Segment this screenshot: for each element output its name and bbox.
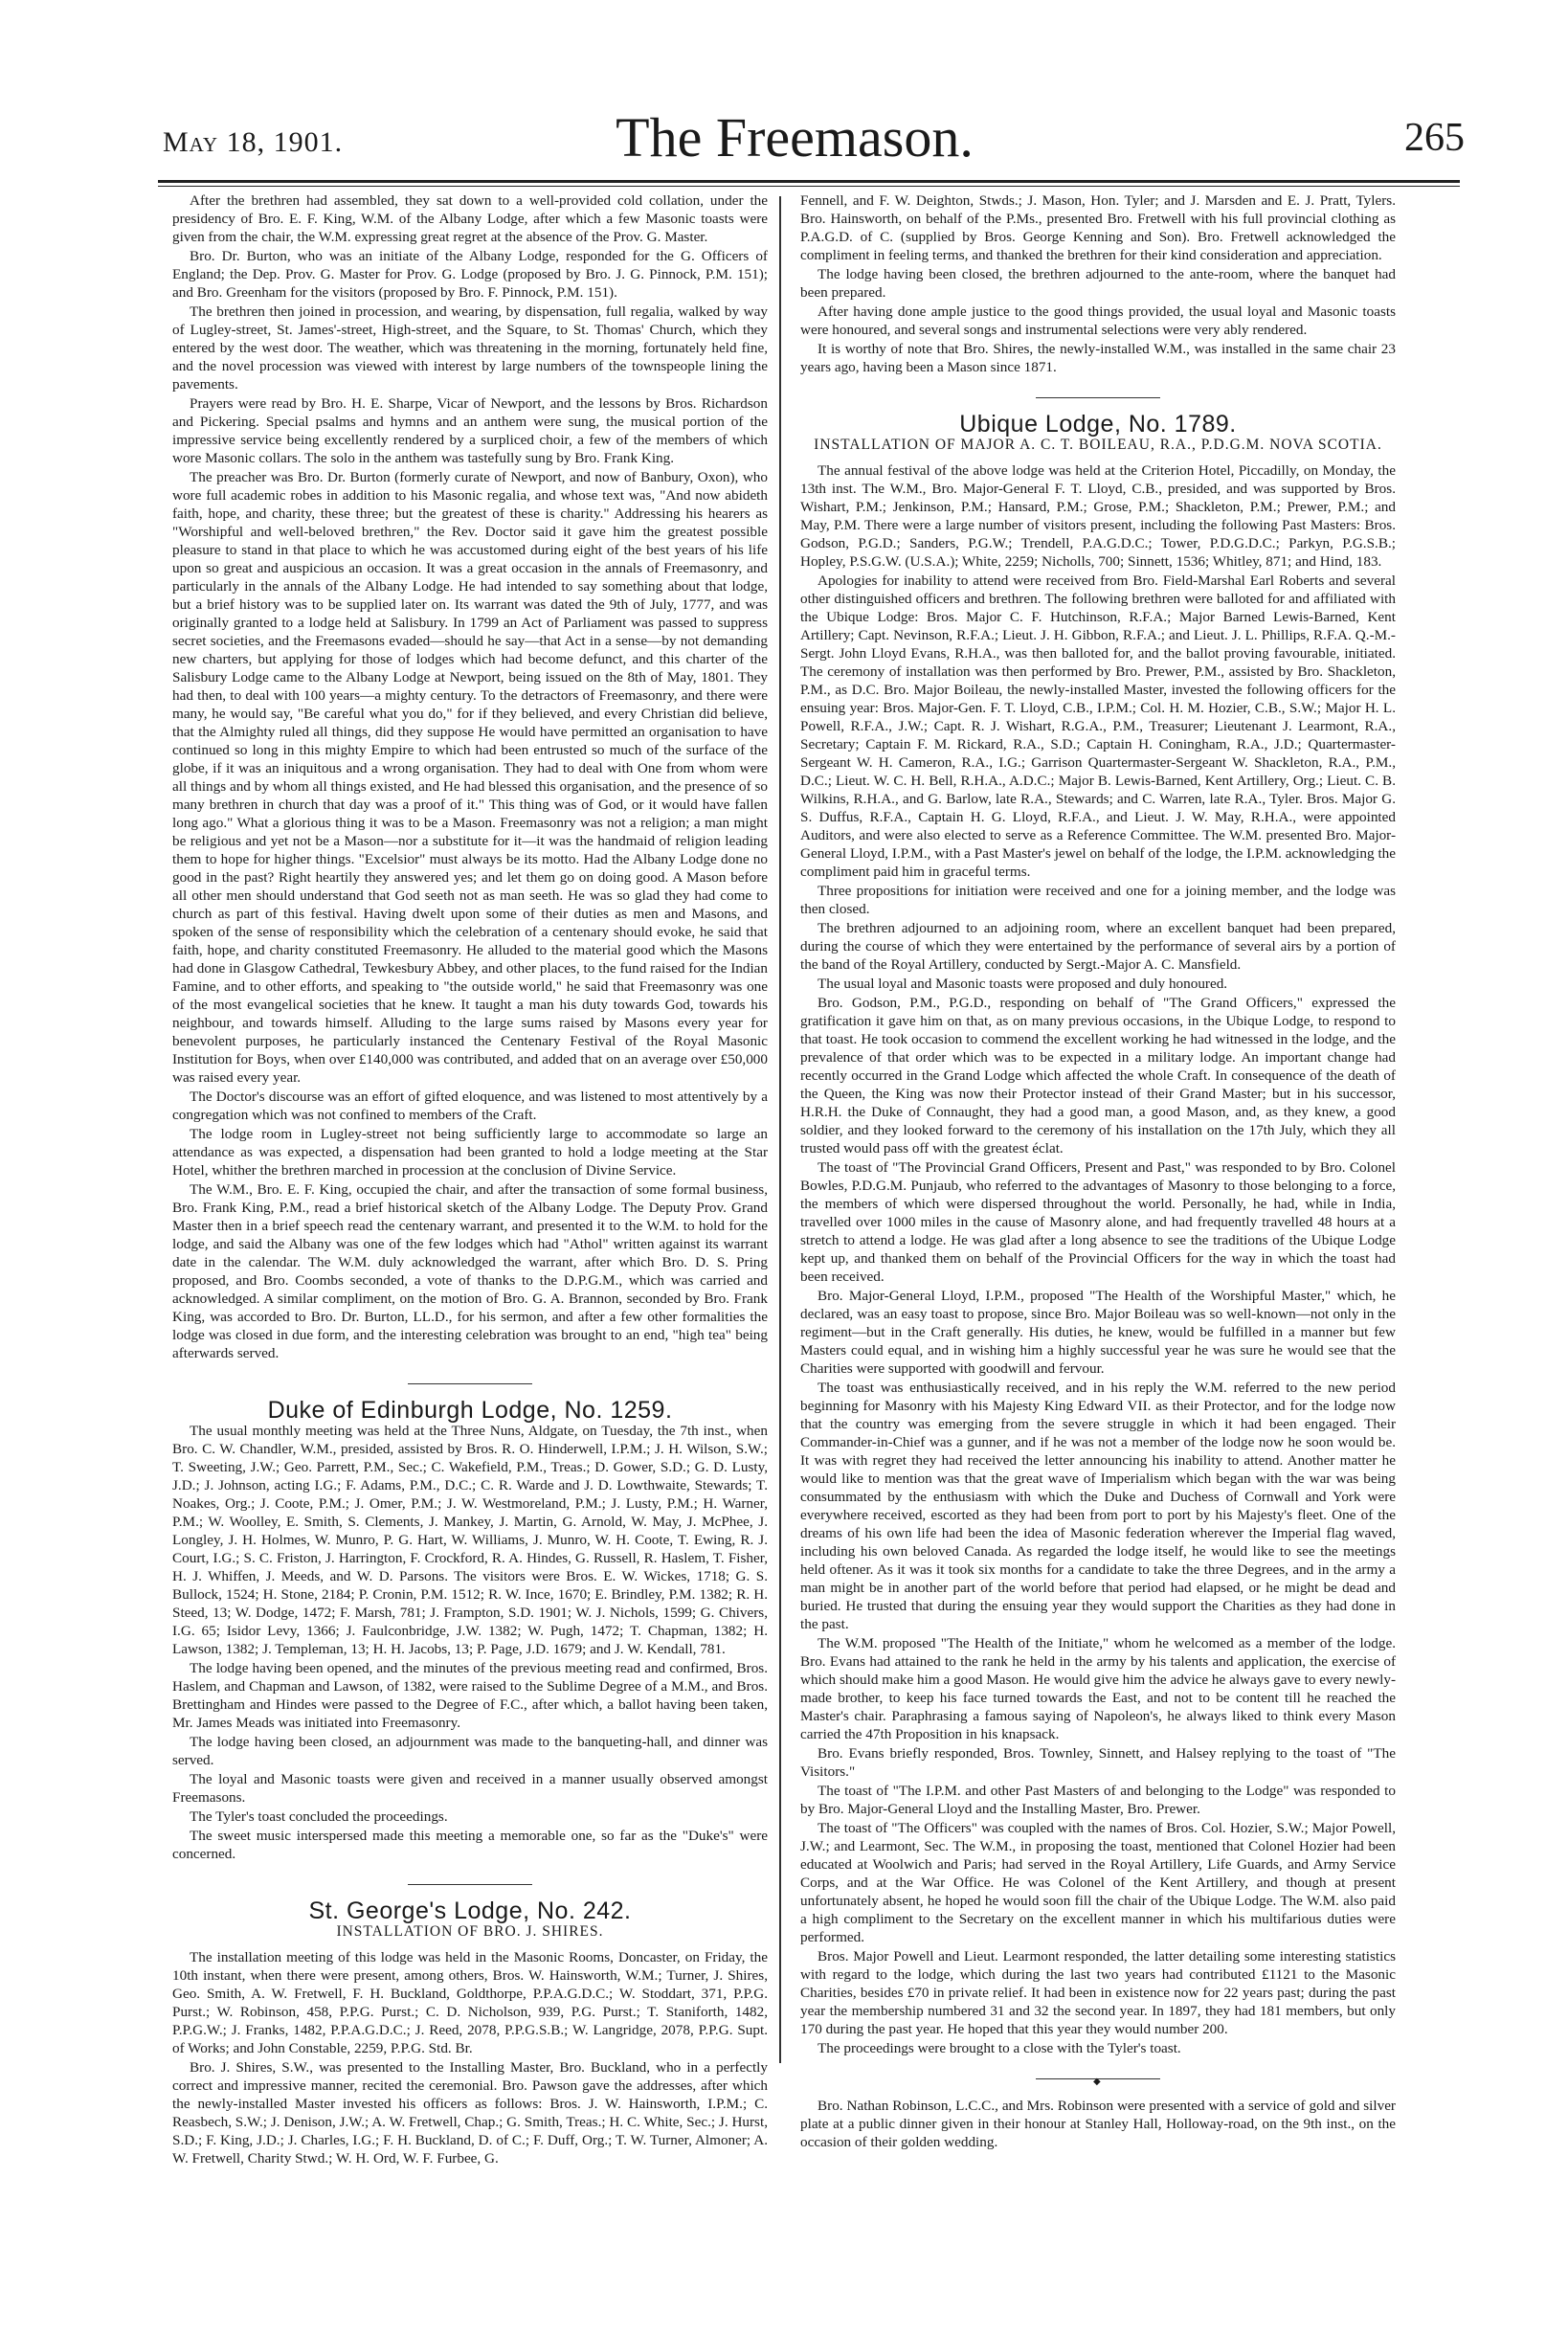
paragraph: The loyal and Masonic toasts were given and received in a manner usually observed amongst Freemasons. <box>172 1771 768 1806</box>
paragraph: The Tyler's toast concluded the proceedings. <box>190 1808 448 1825</box>
issue-date: May 18, 1901. <box>163 126 344 158</box>
paragraph: The toast of "The Provincial Grand Officers, Present and Past," was responded to by Bro. Colonel Bowles, P.D.G.M. Punjaub, who referred to the advantages of Masonry to those belonging to a force, the members of which were dispersed throughout the world. Personally, he had, while in India, travelled over 1000 miles in the cause of Masonry alone, and had frequently travelled 48 hours at a stretch to attend a lodge. He was glad after a long absence to see the traditions of the Ubique Lodge kept up, and thanked them on behalf of the Provincial Officers for the way in which the toast had been received. <box>800 1159 1396 1285</box>
paragraph: Bro. J. Shires, S.W., was presented to the Installing Master, Bro. Buckland, who in a perfectly correct and impressive manner, recited the ceremonial. Bro. Pawson gave the addresses, after which the newly-installed Master invested his officers as follows: Bros. J. W. Hainsworth, I.P.M.; C. Reasbech, S.W.; J. Denison, J.W.; A. W. Fretwell, Chap.; G. Smith, Treas.; H. C. White, Sec.; J. Hurst, S.D.; F. King, J.D.; J. Charles, I.G.; F. H. Buckland, D. of C.; F. Duff, Org.; T. W. Turner, Almoner; A. W. Fretwell, Charity Stwd.; W. H. Ord, W. F. Furbee, G. <box>172 2059 768 2167</box>
section-title-edinburgh: Duke of Edinburgh Lodge, No. 1259. <box>267 1397 673 1424</box>
paragraph: Bro. Dr. Burton, who was an initiate of the Albany Lodge, responded for the G. Officers of England; the Dep. Prov. G. Master for Prov. G. Lodge (proposed by Bro. J. G. Pinnock, P.M. 151); and Bro. Greenham for the visitors (proposed by Bro. F. Pinnock, P.M. 151). <box>172 248 768 301</box>
paragraph: The W.M., Bro. E. F. King, occupied the chair, and after the transaction of some formal business, Bro. Frank King, P.M., read a brief historical sketch of the Albany Lodge. The Deputy Prov. Grand Master then in a brief speech read the centenary warrant, and presented it to the W.M. to hold for the lodge, and said the Albany was one of the few lodges which had "Athol" written against its warrant date in the calendar. The W.M. duly acknowledged the warrant, after which Bro. D. S. Pring proposed, and Bro. Coombs seconded, a vote of thanks to the D.P.G.M., which was carried and acknowledged. A similar compliment, on the motion of Bro. G. A. Brannon, seconded by Bro. Frank King, was accorded to Bro. Dr. Burton, LL.D., for his sermon, and after a few other formalities the lodge was closed in due form, and the interesting celebration was brought to an end, "high tea" being afterwards served. <box>172 1181 768 1361</box>
paragraph: The lodge having been closed, the brethren adjourned to the ante-room, where the banquet had been prepared. <box>800 266 1396 301</box>
paragraph: Prayers were read by Bro. H. E. Sharpe, Vicar of Newport, and the lessons by Bros. Richardson and Pickering. Special psalms and hymns and an anthem were sung, the musical portion of the impressive service being excellently rendered by a surpliced choir, a few of the members of which wore Masonic collars. The solo in the anthem was tastefully sung by Bro. Frank King. <box>172 395 768 466</box>
column-divider <box>779 196 781 2063</box>
paragraph: Bro. Major-General Lloyd, I.P.M., proposed "The Health of the Worshipful Master," which, he declared, was an easy toast to propose, since Bro. Major Boileau was so well-known—not only in the regiment—but in the Craft generally. His duties, he knew, would be fulfilled in a manner but few Masters could equal, and in wishing him a highly successful year he was sure he would see that the Charities were supported with goodwill and fervour. <box>800 1288 1396 1377</box>
section-subtitle-st-george: INSTALLATION OF BRO. J. SHIRES. <box>336 1923 604 1940</box>
left-column <box>172 191 768 2168</box>
paragraph: Fennell, and F. W. Deighton, Stwds.; J. Mason, Hon. Tyler; and J. Marsden and E. J. Pratt, Tylers. Bro. Hainsworth, on behalf of the P.Ms., presented Bro. Fretwell with his full provincial clothing as P.A.G.D. of C. (supplied by Bros. George Kenning and Son). Bro. Fretwell acknowledged the compliment in feeling terms, and thanked the brethren for their kind consideration and appreciation. <box>800 192 1396 263</box>
paragraph: Bro. Nathan Robinson, L.C.C., and Mrs. Robinson were presented with a service of gold and silver plate at a public dinner given in their honour at Stanley Hall, Holloway-road, on the 9th inst., on the occasion of their golden wedding. <box>800 2098 1396 2150</box>
paragraph: Apologies for inability to attend were received from Bro. Field-Marshal Earl Roberts and several other distinguished officers and brethren. The following brethren were balloted for and affiliated with the Ubique Lodge: Bros. Major C. F. Hutchinson, R.F.A.; Major Barned Lewis-Barned, Kent Artillery; Capt. Nevinson, R.F.A.; Lieut. J. H. Gibbon, R.F.A.; and Lieut. J. L. Phillips, R.F.A. Q.-M.-Sergt. John Lloyd Evans, R.H.A., was then balloted for, and the ballot proving favourable, initiated. The ceremony of installation was then performed by Bro. Prewer, P.M., assisted by Bro. Shackleton, P.M., as D.C. Bro. Major Boileau, the newly-installed Master, invested the following officers for the ensuing year: Bros. Major-Gen. F. T. Lloyd, C.B., I.P.M.; Col. H. M. Hozier, C.B., S.W.; Major H. L. Powell, R.F.A., J.W.; Capt. R. J. Wishart, R.G.A., P.M., Treasurer; Lieutenant J. Learmont, R.A., Secretary; Captain F. M. Rickard, R.A., S.D.; Captain H. Coningham, R.A., J.D.; Quartermaster-Sergeant W. H. Cameron, R.A., I.G.; Garrison Quartermaster-Sergeant W. Shackleton, R.A., P.M., D.C.; Lieut. W. C. H. Bell, R.H.A., A.D.C.; Major B. Lewis-Barned, Kent Artillery, Org.; Lieut. C. B. Wilkins, R.H.A., and G. Barlow, late R.A., Stewards; and C. Warren, late R.A., Tyler. Bros. Major G. S. Duffus, R.F.A., Captain H. G. Lloyd, R.F.A., and Lieut. J. W. May, R.H.A., were appointed Auditors, and were also elected to serve as a Reference Committee. The W.M. presented Bro. Major-General Lloyd, I.P.M., with a Past Master's jewel on behalf of the lodge, the I.P.M. acknowledging the compliment paid him in graceful terms. <box>800 573 1396 880</box>
paragraph: The lodge having been opened, and the minutes of the previous meeting read and confirmed, Bros. Haslem, and Chapman and Lawson, of 1382, were raised to the Sublime Degree of a M.M., and Bros. Brettingham and Hindes were passed to the Degree of F.C., after which, a ballot having been taken, Mr. James Meads was initiated into Freemasonry. <box>172 1660 768 1731</box>
paragraph: The toast of "The I.P.M. and other Past Masters of and belonging to the Lodge" was responded to by Bro. Major-General Lloyd and the Installing Master, Bro. Prewer. <box>800 1783 1396 1817</box>
header-rule-thick <box>158 180 1460 183</box>
section-divider <box>1036 397 1160 398</box>
paragraph: The installation meeting of this lodge was held in the Masonic Rooms, Doncaster, on Friday, the 10th instant, when there were present, among others, Bros. W. Hainsworth, W.M.; Turner, J. Shires, Geo. Smith, A. W. Fretwell, F. H. Buckland, Goldthorpe, P.P.A.G.D.C.; W. Stoddart, 371, P.P.G. Purst.; W. Robinson, 458, P.P.G. Purst.; C. D. Nicholson, 939, P.G. Purst.; T. Staniforth, 1482, P.P.G.W.; J. Franks, 1482, P.P.A.G.D.C.; J. Reed, 2078, P.P.G.S.B.; W. Langridge, 2078, P.P.G. Supt. of Works; and John Constable, 2259, P.P.G. Std. Br. <box>172 1949 768 2056</box>
paragraph: Three propositions for initiation were received and one for a joining member, and the lodge was then closed. <box>800 883 1396 917</box>
paragraph: The toast of "The Officers" was coupled with the names of Bros. Col. Hozier, S.W.; Major Powell, J.W.; and Learmont, Sec. The W.M., in proposing the toast, mentioned that Colonel Hozier had been educated at Woolwich and Paris; had served in the Royal Artillery, Life Guards, and Army Service Corps, and at the War Office. He was Colonel of the Kent Artillery, and though at present unfortunately absent, he hoped he would soon fill the chair of the Ubique Lodge. The W.M. also paid a high compliment to the Secretary on the excellent manner in which his multifarious duties were performed. <box>800 1820 1396 1945</box>
paragraph: After having done ample justice to the good things provided, the usual loyal and Masonic toasts were honoured, and several songs and instrumental selections were very ably rendered. <box>800 303 1396 338</box>
paragraph: The lodge room in Lugley-street not being sufficiently large to accommodate so large an attendance as was expected, a dispensation had been granted to hold a lodge meeting at the Star Hotel, whither the brethren marched in procession at the conclusion of Divine Service. <box>172 1126 768 1179</box>
section-divider <box>408 1884 532 1885</box>
paragraph: Bro. Godson, P.M., P.G.D., responding on behalf of "The Grand Officers," expressed the gratification it gave him on that, as on many previous occasions, in the Ubique Lodge, to respond to that toast. He took occasion to commend the excellent working he had witnessed in the lodge, and the prevalence of that order which was to be expected in a military lodge. An important change had recently occurred in the Grand Lodge which affected the whole Craft. In consequence of the death of the Queen, the King was now their Protector instead of their Grand Master; but in his successor, H.R.H. the Duke of Connaught, they had a good man, a good Mason, and, as they knew, a good soldier, and they looked forward to the ceremony of his installation on the 17th July, which they all trusted would pass off with the greatest éclat. <box>800 995 1396 1156</box>
paragraph: The usual loyal and Masonic toasts were proposed and duly honoured. <box>818 976 1228 992</box>
paragraph: The brethren then joined in procession, and wearing, by dispensation, full regalia, walked by way of Lugley-street, St. James'-street, High-street, and the Square, to St. Thomas' Church, which they entered by the west door. The weather, which was threatening in the morning, fortunately held fine, and the novel procession was viewed with interest by large numbers of the townspeople lining the pavements. <box>172 303 768 393</box>
paragraph: The brethren adjourned to an adjoining room, where an excellent banquet had been prepared, during the course of which they were entertained by the performance of several airs by a portion of the band of the Royal Artillery, conducted by Sergt.-Major A. C. Mansfield. <box>800 920 1396 973</box>
section-title-ubique: Ubique Lodge, No. 1789. <box>959 411 1237 438</box>
paragraph: The W.M. proposed "The Health of the Initiate," whom he welcomed as a member of the lodge. Bro. Evans had attained to the rank he held in the army by his talents and application, the exercise of which should make him a good Mason. He would give him the advice he always gave to every newly-made brother, to keep his face turned towards the East, and not to be content till he reached the Master's chair. Paraphrasing a famous saying of Napoleon's, he always liked to think every Mason carried the 47th Proposition in his knapsack. <box>800 1635 1396 1742</box>
paragraph: Bros. Major Powell and Lieut. Learmont responded, the latter detailing some interesting statistics with regard to the lodge, which during the last two years had contributed £1121 to the Masonic Charities, besides £70 in private relief. It had been in existence now for 22 years past; during the past year the membership numbered 31 and 32 the second year. In 1897, they had 181 members, but only 170 during the past year. He hoped that this year they would number 200. <box>800 1948 1396 2037</box>
section-divider <box>408 1383 532 1384</box>
paragraph: The sweet music interspersed made this meeting a memorable one, so far as the "Duke's" were concerned. <box>172 1828 768 1862</box>
right-column <box>800 191 1396 2152</box>
paragraph: After the brethren had assembled, they sat down to a well-provided cold collation, under the presidency of Bro. E. F. King, W.M. of the Albany Lodge, after which a few Masonic toasts were given from the chair, the W.M. expressing great regret at the absence of the Prov. G. Master. <box>172 192 768 245</box>
masthead-title: The Freemason. <box>616 106 974 168</box>
paragraph: The lodge having been closed, an adjournment was made to the banqueting-hall, and dinner was served. <box>172 1734 768 1768</box>
paragraph: The annual festival of the above lodge was held at the Criterion Hotel, Piccadilly, on Monday, the 13th inst. The W.M., Bro. Major-General F. T. Lloyd, C.B., presided, and was supported by Bros. Wishart, P.M.; Jenkinson, P.M.; Hansard, P.M.; Grose, P.M.; Shackleton, P.M.; Prewer, P.M.; and May, P.M. There were a large number of visitors present, including the following Past Masters: Bros. Godson, P.G.D.; Sanders, P.G.W.; Trendell, P.A.G.D.C.; Tower, P.D.G.D.C.; Parkyn, P.G.S.B.; Hopley, P.S.G.W. (U.S.A.); White, 2259; Nicholls, 700; Sinnett, 1536; Whitley, 871; and Hind, 183. <box>800 462 1396 570</box>
page-number: 265 <box>1404 116 1465 160</box>
section-title-st-george: St. George's Lodge, No. 242. <box>308 1897 632 1924</box>
page-header <box>124 105 1465 182</box>
paragraph: The preacher was Bro. Dr. Burton (formerly curate of Newport, and now of Banbury, Oxon), who wore full academic robes in addition to his Masonic regalia, and whose text was, "And now abideth faith, hope, and charity, these three; but the greatest of these is charity." Addressing his hearers as "Worshipful and well-beloved brethren," the Rev. Doctor said it gave him the greatest possible pleasure to stand in that place to which he was accustomed during eight of the best years of his life upon so great and auspicious an occasion. It was a great occasion in the annals of Freemasonry, and particularly in the annals of the Albany Lodge. He had intended to say something about that lodge, but a brief history was to be supplied later on. Its warrant was dated the 9th of July, 1777, and was originally granted to a lodge held at Salisbury. In 1799 an Act of Parliament was passed to suppress secret societies, and the Freemasons evaded—should he say—that Act in a sense—by not demanding new charters, but applying for those of lodges which had become defunct, and this charter of the Salisbury Lodge came to the Albany Lodge at Newport, being issued on the 8th of May, 1801. They had then, to deal with 100 years—a mighty century. To the detractors of Freemasonry, and there were many, he would say, "Be careful what you do," for if they believed, and every Christian did believe, that the Almighty ruled all things, did they suppose He would have permitted an organisation to have continued so long in this mighty Empire to which had been entrusted so much of the surface of the globe, if it was an iniquitous and a wrong organisation. They had to deal with One from whom were all things and by whom all things existed, and He had blessed this organisation, and the presence of so many brethren in church that day was a proof of it." This thing was of God, or it would have fallen long ago." What a glorious thing it was to be a Mason. Freemasonry was not a religion; a man might be religious and yet not be a Mason—nor a substitute for it—it was the handmaid of religion leading them to hope for higher things. "Excelsior" must always be its motto. Had the Albany Lodge done no good in the past? Right heartily they answered yes; and let them go on doing good. A Mason before all other men should understand that God seeth not as man seeth. He was so glad they had come to church as part of this festival. Having dwelt upon some of their duties as men and Masons, and spoken of the sense of responsibility which the celebration of a centenary should evoke, he said that faith, hope, and charity constituted Freemasonry. He alluded to the material good which the Masons had done in Glasgow Cathedral, Tewkesbury Abbey, and other places, to the fund raised for the Indian Famine, and to other efforts, and speaking to "the outside world," he said that Freemasonry was one of the most evangelical societies that he knew. It taught a man his duty towards God, towards his neighbour, and towards himself. Alluding to the large sums raised by Masons every year for benevolent purposes, he particularly instanced the Centenary Festival of the Royal Masonic Institution for Boys, when over £140,000 was contributed, and added that on an average over £50,000 was raised every year. <box>172 469 768 1086</box>
paragraph: Bro. Evans briefly responded, Bros. Townley, Sinnett, and Halsey replying to the toast of "The Visitors." <box>800 1745 1396 1780</box>
header-rule-thin <box>158 186 1460 187</box>
paragraph: The proceedings were brought to a close with the Tyler's toast. <box>818 2040 1181 2056</box>
section-subtitle-ubique: INSTALLATION OF MAJOR A. C. T. BOILEAU, R.A., P.D.G.M. NOVA SCOTIA. <box>814 437 1382 453</box>
section-divider <box>1036 2077 1160 2087</box>
paragraph: The toast was enthusiastically received, and in his reply the W.M. referred to the new period beginning for Masonry with his Majesty King Edward VII. as their Protector, and for the lodge now that the country was emerging from the severe struggle in which it had been engaged. Their Commander-in-Chief was a gunner, and if he was not a member of the lodge now he soon would be. It was with regret they had received the letter announcing his inability to attend. Another matter he would like to mention was that the great wave of Imperialism which began with the war was being consummated by the enthusiasm with which the Duke and Duchess of Cornwall and York were everywhere received, escorted as they had been from port to port by his Majesty's fleet. One of the dreams of his own life had been the idea of Masonic federation wherever the Imperial flag waved, including his own beloved Canada. As regarded the lodge itself, he would like to see the meetings held oftener. As it was it took six months for a candidate to take the three Degrees, and in the army a man might be in another part of the world before that period had elapsed, or he might be dead and buried. He trusted that during the ensuing year they would support the Charities as they had done in the past. <box>800 1380 1396 1632</box>
paragraph: The usual monthly meeting was held at the Three Nuns, Aldgate, on Tuesday, the 7th inst., when Bro. C. W. Chandler, W.M., presided, assisted by Bros. R. O. Hinderwell, I.P.M.; J. H. Wilson, S.W.; T. Sweeting, J.W.; Geo. Parrett, P.M., Sec.; C. Wakefield, P.M., Treas.; D. Gower, S.D.; G. D. Lusty, J.D.; J. Johnson, acting I.G.; F. Adams, P.M., D.C.; C. R. Warde and J. D. Lowthwaite, Stewards; T. Noakes, Org.; J. Coote, P.M.; J. Omer, P.M.; J. W. Westmoreland, P.M.; J. Lusty, P.M.; H. Warner, P.M.; W. Woolley, E. Smith, S. Clements, J. Mankey, J. Martin, G. Arnold, W. May, J. McPhee, J. Longley, J. H. Holmes, W. Munro, P. G. Hart, W. Williams, J. Munro, W. H. Coote, T. Ewing, R. J. Court, I.G.; S. C. Friston, J. Harrington, F. Crockford, R. A. Hindes, G. Russell, R. Haslem, T. Fisher, H. J. Whiffen, J. Meeds, and W. D. Parsons. The visitors were Bros. E. W. Wickes, 1718; G. S. Bullock, 1524; H. Stone, 2184; P. Cronin, P.M. 1512; R. W. Ince, 1670; E. Brindley, P.M. 1382; R. H. Steed, 13; W. Dodge, 1472; F. Marsh, 781; J. Frampton, S.D. 1901; W. J. Nichols, 1599; G. Chivers, I.G. 65; Isidor Levy, 1366; J. Faulconbridge, J.W. 1382; W. Pugh, 1472; T. Chapman, 1382; H. Lawson, 1382; J. Templeman, 13; H. H. Jacobs, 13; P. Page, J.D. 1679; and J. W. Kendall, 781. <box>172 1423 768 1657</box>
paragraph: The Doctor's discourse was an effort of gifted eloquence, and was listened to most attentively by a congregation which was not confined to members of the Craft. <box>172 1089 768 1123</box>
paragraph: It is worthy of note that Bro. Shires, the newly-installed W.M., was installed in the same chair 23 years ago, having been a Mason since 1871. <box>800 341 1396 375</box>
divider-ornament-icon: ◆ <box>1093 2077 1101 2087</box>
